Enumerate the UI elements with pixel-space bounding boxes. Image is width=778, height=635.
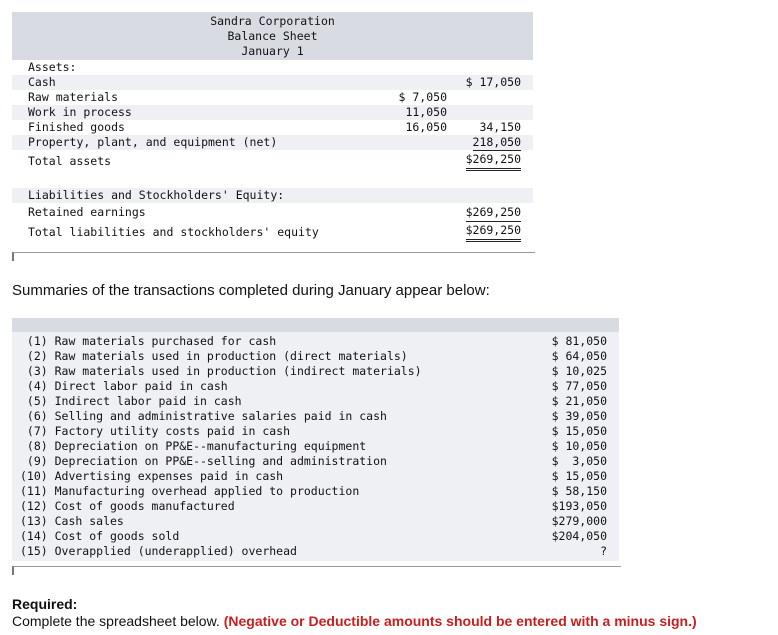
transaction-row	[12, 484, 619, 499]
total-liab-row	[12, 221, 533, 243]
transaction-row	[12, 529, 619, 544]
transaction-desc: (12) Cost of goods manufactured	[20, 499, 235, 513]
asset-amount: $ 7,050	[398, 90, 447, 104]
transaction-row	[12, 364, 619, 379]
asset-total: $ 17,050	[465, 75, 521, 89]
asset-amount: 16,050	[405, 120, 447, 134]
transaction-row	[12, 439, 619, 454]
balance-sheet-header	[12, 12, 533, 60]
transaction-desc: (8) Depreciation on PP&E--manufacturing equipment	[20, 439, 367, 453]
horizontal-scrollbar[interactable]	[12, 566, 621, 575]
total-liab-label: Total liabilities and stockholders' equity	[28, 225, 319, 239]
transaction-desc: (5) Indirect labor paid in cash	[20, 394, 242, 408]
asset-row	[12, 120, 533, 135]
summary-title: Summaries of the transactions completed during January appear below:	[12, 282, 490, 299]
transaction-row	[12, 349, 619, 364]
total-assets-value: $269,250	[466, 150, 521, 171]
horizontal-scrollbar[interactable]	[12, 252, 535, 261]
required-note: (Negative or Deductible amounts should be entered with a minus sign.)	[223, 613, 697, 629]
transaction-row	[12, 424, 619, 439]
required-text: Complete the spreadsheet below.	[12, 613, 220, 629]
asset-total: 218,050	[472, 135, 521, 149]
transaction-desc: (6) Selling and administrative salaries paid in cash	[20, 409, 387, 423]
statement-date: January 1	[241, 44, 304, 58]
asset-total: 34,150	[479, 120, 521, 134]
transaction-amount: $ 10,050	[551, 439, 607, 453]
liab-heading: Liabilities and Stockholders' Equity:	[28, 188, 285, 202]
transaction-row	[12, 409, 619, 424]
transaction-desc: (11) Manufacturing overhead applied to production	[20, 484, 360, 498]
liab-heading-row	[12, 188, 533, 203]
transaction-row	[12, 334, 619, 349]
transaction-amount: ?	[600, 544, 607, 558]
retained-earnings-label: Retained earnings	[28, 205, 146, 219]
transaction-amount: $ 81,050	[551, 334, 607, 348]
transaction-amount: $193,050	[551, 499, 607, 513]
transaction-amount: $ 15,050	[551, 469, 607, 483]
transaction-row	[12, 379, 619, 394]
transaction-amount: $ 3,050	[551, 454, 607, 468]
transaction-row	[12, 499, 619, 514]
retained-earnings-row	[12, 203, 533, 221]
asset-label: Work in process	[28, 105, 132, 119]
balance-sheet	[12, 12, 533, 243]
total-assets-row	[12, 150, 533, 172]
transaction-desc: (2) Raw materials used in production (direct materials)	[20, 349, 408, 363]
retained-earnings-value: $269,250	[466, 203, 521, 222]
transactions-list	[12, 332, 619, 561]
transaction-desc: (10) Advertising expenses paid in cash	[20, 469, 284, 483]
transaction-desc: (9) Depreciation on PP&E--selling and administration	[20, 454, 387, 468]
transaction-row	[12, 454, 619, 469]
transaction-desc: (7) Factory utility costs paid in cash	[20, 424, 291, 438]
required-section	[12, 596, 697, 630]
company-name: Sandra Corporation	[210, 14, 335, 28]
transaction-amount: $ 15,050	[551, 424, 607, 438]
asset-row	[12, 90, 533, 105]
asset-row	[12, 105, 533, 120]
transactions-table	[12, 318, 619, 561]
transaction-row	[12, 544, 619, 559]
transactions-header	[12, 318, 619, 332]
total-liab-value: $269,250	[466, 221, 521, 242]
statement-title: Balance Sheet	[227, 29, 318, 43]
transaction-desc: (14) Cost of goods sold	[20, 529, 180, 543]
transaction-amount: $ 21,050	[551, 394, 607, 408]
transaction-desc: (3) Raw materials used in production (indirect materials)	[20, 364, 422, 378]
transaction-amount: $ 77,050	[551, 379, 607, 393]
transaction-row	[12, 469, 619, 484]
transaction-desc: (1) Raw materials purchased for cash	[20, 334, 277, 348]
asset-row	[12, 75, 533, 90]
transaction-desc: (15) Overapplied (underapplied) overhead	[20, 544, 297, 558]
required-instruction	[12, 613, 697, 630]
required-label: Required:	[12, 596, 78, 612]
asset-row	[12, 135, 533, 150]
transaction-desc: (4) Direct labor paid in cash	[20, 379, 228, 393]
asset-amount: 11,050	[405, 105, 447, 119]
transaction-amount: $ 39,050	[551, 409, 607, 423]
total-assets-label: Total assets	[28, 154, 112, 168]
transaction-amount: $279,000	[551, 514, 607, 528]
assets-heading: Assets:	[28, 60, 77, 74]
transaction-amount: $204,050	[551, 529, 607, 543]
assets-heading-row	[12, 60, 533, 75]
asset-label: Raw materials	[28, 90, 119, 104]
transaction-row	[12, 514, 619, 529]
transaction-amount: $ 58,150	[551, 484, 607, 498]
transaction-row	[12, 394, 619, 409]
transaction-desc: (13) Cash sales	[20, 514, 124, 528]
asset-label: Finished goods	[28, 120, 125, 134]
asset-label: Cash	[28, 75, 56, 89]
transaction-amount: $ 10,025	[551, 364, 607, 378]
transaction-amount: $ 64,050	[551, 349, 607, 363]
asset-label: Property, plant, and equipment (net)	[28, 135, 278, 149]
